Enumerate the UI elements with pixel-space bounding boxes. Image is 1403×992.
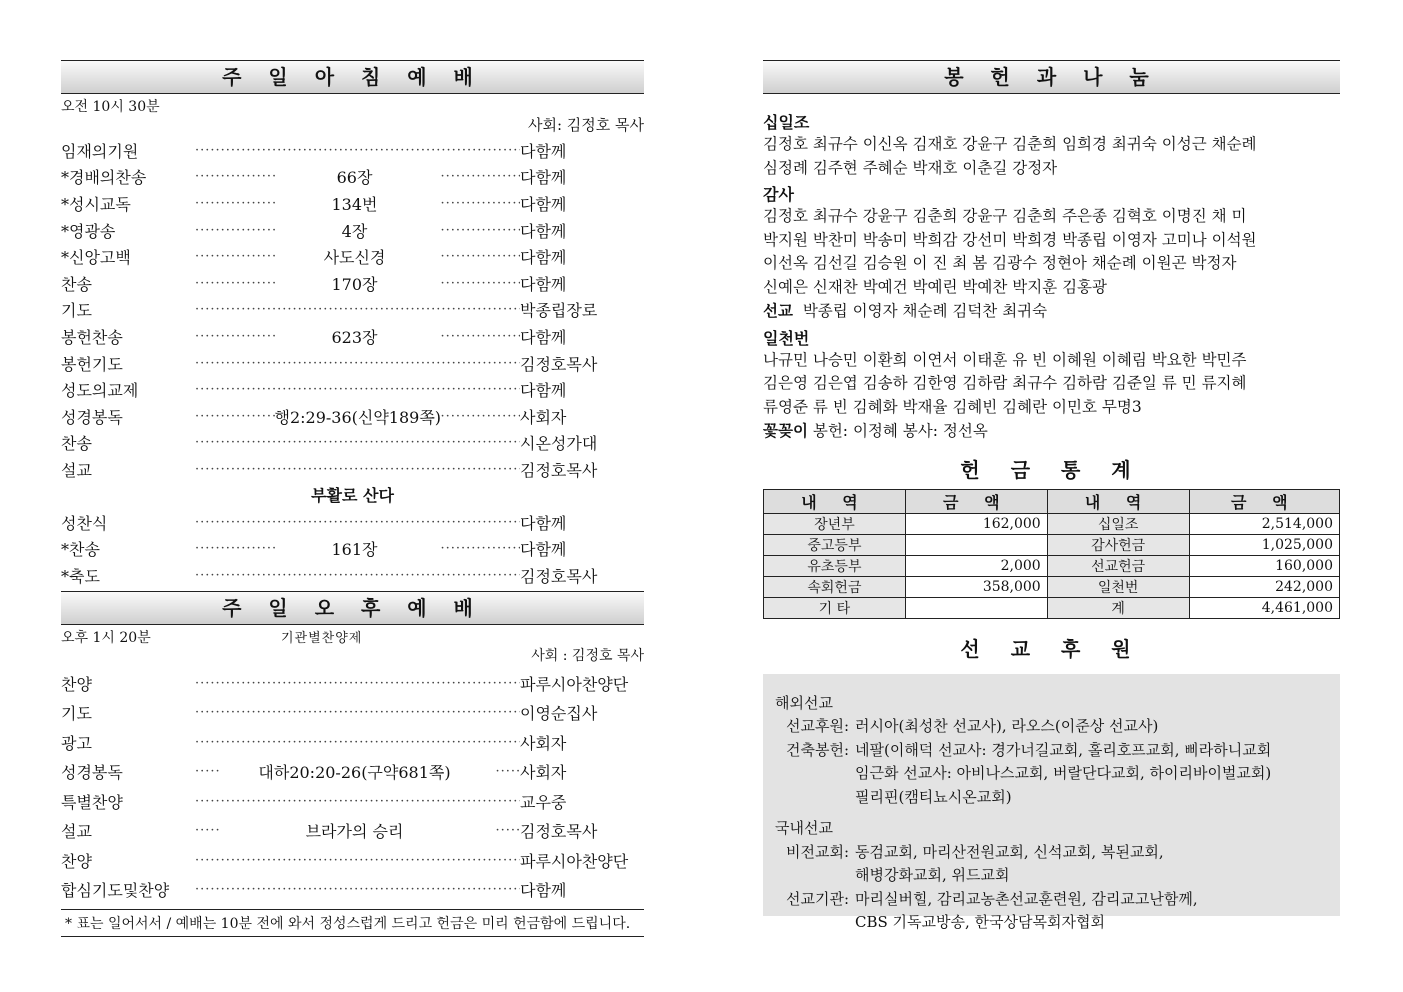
leader-dots: [189, 882, 520, 897]
order-person: 시온성가대: [520, 434, 598, 454]
stats-category: 십일조: [1047, 513, 1189, 534]
order-person: 다함께: [520, 381, 567, 401]
overseas-heading: 해외선교: [775, 693, 833, 712]
leader-dots: [435, 169, 521, 184]
afternoon-leader: 사회 : 김정호 목사: [531, 647, 644, 664]
order-person: 다함께: [520, 513, 567, 533]
order-row: [61, 137, 644, 164]
order-row: [61, 535, 644, 562]
order-label: *영광송: [61, 221, 116, 241]
order-label: 임재의기원: [61, 141, 139, 161]
order-person: 다함께: [520, 141, 567, 161]
support-line: 마리실버힐, 감리교농촌선교훈련원, 감리교고난함께,: [855, 889, 1198, 908]
order-row: [61, 562, 644, 589]
d2-key: 선교기관:: [785, 889, 849, 908]
mission-names: 박종립 이영자 채순례 김덕찬 최귀숙: [802, 302, 1048, 320]
offering-names-line: 신예은 신재찬 박예건 박예린 박예찬 박지훈 김홍광: [763, 277, 1107, 296]
order-detail: 행2:29-36(신약189쪽): [274, 407, 442, 427]
order-label: 합심기도및찬양: [61, 881, 170, 901]
flower-text: 봉헌: 이정혜 봉사: 정선옥: [812, 422, 988, 440]
order-label: *성시교독: [61, 194, 131, 214]
order-label: 성경봉독: [61, 407, 123, 427]
order-person: 다함께: [520, 194, 567, 214]
leader-dots: [189, 435, 520, 450]
order-label: *찬송: [61, 540, 100, 560]
offering-names-line: 심정례 김주현 주혜순 박재호 이춘길 강정자: [763, 158, 1058, 177]
order-person: 김정호목사: [520, 354, 598, 374]
leader-dots: [435, 223, 521, 238]
stats-category: 장년부: [764, 513, 906, 534]
o1-val: 러시아(최성찬 선교사), 라오스(이준상 선교사): [855, 717, 1159, 735]
order-label: *신앙고백: [61, 248, 131, 268]
stats-category: 선교헌금: [1047, 555, 1189, 576]
order-detail: 170장: [331, 274, 378, 294]
ilcheon-label: 일천번: [763, 328, 810, 348]
leader-dots: [189, 568, 520, 583]
domestic-heading: 국내선교: [775, 819, 833, 837]
leader-dots: [189, 823, 220, 838]
order-person: 김정호목사: [520, 822, 598, 842]
stats-header: 금 액: [1189, 489, 1339, 513]
stats-amount: 358,000: [905, 576, 1047, 597]
o2-lines: [855, 739, 1271, 810]
order-person: 사회자: [520, 763, 567, 783]
stats-amount: 160,000: [1189, 555, 1339, 576]
order-person: 다함께: [520, 881, 567, 901]
mission-offering-line: [763, 299, 1340, 324]
stats-header: 내 역: [764, 489, 906, 513]
leader-dots: [490, 823, 521, 838]
leader-dots: [435, 276, 521, 291]
leader-dots: [189, 541, 275, 556]
afternoon-service-title: 주 일 오 후 예 배: [61, 591, 644, 625]
order-row: [61, 509, 644, 536]
stats-category: 감사헌금: [1047, 534, 1189, 555]
leader-dots: [189, 705, 520, 720]
support-line: 필리핀(캠티뇨시온교회): [855, 787, 1012, 806]
stats-amount: [905, 534, 1047, 555]
ilcheon-line: 나규민 나승민 이환희 이연서 이태훈 유 빈 이혜원 이혜림 박요한 박민주: [763, 350, 1247, 369]
mission-support-box: [763, 674, 1340, 931]
morning-order-list-2: [61, 509, 644, 589]
order-row: [61, 270, 644, 297]
order-row: [61, 403, 644, 430]
leader-dots: [189, 196, 275, 211]
order-row: [61, 243, 644, 270]
order-person: 김정호목사: [520, 460, 598, 480]
order-row: [61, 350, 644, 377]
leader-dots: [189, 223, 275, 238]
offering-names-line: 박지원 박찬미 박송미 박희감 강선미 박희경 박종립 이영자 고미나 이석원: [763, 230, 1257, 249]
footnote: * 표는 일어서서 / 예배는 10분 전에 와서 정성스럽게 드리고 헌금은 미리 헌금함에 드립니다.: [61, 909, 644, 937]
order-row: [61, 217, 644, 244]
order-detail: 623장: [331, 327, 378, 347]
ilcheon-line: 류영준 류 빈 김혜화 박재율 김혜빈 김혜란 이민호 무명3: [763, 397, 1142, 416]
support-line: CBS 기독교방송, 한국상담목회자협회: [855, 913, 1105, 931]
order-row: [61, 430, 644, 457]
leader-dots: [189, 356, 520, 371]
order-label: 설교: [61, 822, 92, 842]
leader-dots: [189, 515, 520, 530]
order-person: 파루시아찬양단: [520, 674, 629, 694]
order-row: [61, 456, 644, 483]
order-person: 파루시아찬양단: [520, 851, 629, 871]
ilcheon-line: 김은영 김은엽 김송하 김한영 김하람 최규수 김하람 김준일 류 민 류지혜: [763, 374, 1247, 392]
leader-dots: [435, 249, 521, 264]
morning-service-title: 주 일 아 침 예 배: [61, 60, 644, 94]
leader-dots: [435, 329, 521, 344]
stats-row: [764, 576, 1340, 597]
offering-names-line: 김정호 최규수 이신옥 김재호 강윤구 김춘희 임희경 최귀숙 이성근 채순례: [763, 135, 1257, 153]
leader-dots: [189, 302, 520, 317]
stats-amount: 4,461,000: [1189, 597, 1339, 618]
stats-category: 중고등부: [764, 534, 906, 555]
offering-groups: [763, 110, 1340, 299]
offering-column: [763, 60, 1340, 931]
order-row: [61, 323, 644, 350]
order-person: 다함께: [520, 274, 567, 294]
leader-dots: [189, 764, 220, 779]
stats-row: [764, 534, 1340, 555]
d1-lines: [855, 841, 1164, 888]
leader-dots: [189, 329, 275, 344]
afternoon-order-list: [61, 669, 644, 905]
order-label: 성도의교제: [61, 381, 139, 401]
order-label: 찬양: [61, 674, 92, 694]
afternoon-time: 오후 1시 20분: [61, 629, 151, 646]
order-label: *축도: [61, 566, 100, 586]
stats-amount: [905, 597, 1047, 618]
order-row: [61, 164, 644, 191]
order-label: 광고: [61, 733, 92, 753]
order-label: 성경봉독: [61, 763, 123, 783]
order-person: 다함께: [520, 168, 567, 188]
order-label: 기도: [61, 301, 92, 321]
order-label: 기도: [61, 704, 92, 724]
d2-lines: [855, 888, 1198, 935]
offering-title: 봉 헌 과 나 눔: [763, 60, 1340, 94]
order-person: 교우중: [520, 792, 567, 812]
sermon-title: 부활로 산다: [311, 485, 394, 505]
o2-key: 건축봉헌:: [785, 740, 849, 759]
leader-dots: [189, 382, 520, 397]
leader-dots: [189, 276, 275, 291]
stats-row: [764, 597, 1340, 618]
order-label: 찬양: [61, 851, 92, 871]
leader-dots: [189, 169, 275, 184]
order-row: [61, 297, 644, 324]
order-detail: 4장: [341, 221, 368, 241]
mission-label: 선교: [763, 301, 793, 320]
order-row: [61, 787, 644, 817]
leader-dots: [189, 853, 520, 868]
order-row: [61, 190, 644, 217]
leader-dots: [189, 735, 520, 750]
stats-category: 기 타: [764, 597, 906, 618]
order-person: 사회자: [520, 407, 567, 427]
support-title: 선 교 후 원: [960, 636, 1143, 661]
order-detail: 사도신경: [323, 248, 386, 268]
order-label: 성찬식: [61, 513, 108, 533]
order-label: *경배의찬송: [61, 168, 147, 188]
order-row: [61, 728, 644, 758]
order-label: 찬송: [61, 434, 92, 454]
offering-group-name: 십일조: [763, 113, 810, 132]
order-row: [61, 698, 644, 728]
order-row: [61, 376, 644, 403]
order-person: 다함께: [520, 221, 567, 241]
stats-row: [764, 513, 1340, 534]
support-line: 동검교회, 마리산전원교회, 신석교회, 복된교회,: [855, 842, 1164, 861]
order-label: 찬송: [61, 274, 92, 294]
stats-category: 속회헌금: [764, 576, 906, 597]
leader-dots: [189, 794, 520, 809]
support-line: 네팔(이해덕 선교사: 경가너길교회, 홀리호프교회, 삐라하니교회: [855, 740, 1272, 759]
offering-names-line: 이선옥 김선길 김승원 이 진 최 봄 김광수 정현아 채순례 이원곤 박정자: [763, 254, 1237, 272]
order-person: 이영순집사: [520, 704, 598, 724]
stats-header: 내 역: [1047, 489, 1189, 513]
order-person: 다함께: [520, 248, 567, 268]
order-detail: 161장: [331, 540, 378, 560]
stats-category: 계: [1047, 597, 1189, 618]
morning-leader: 사회: 김정호 목사: [527, 116, 644, 134]
order-detail: 134번: [331, 194, 378, 214]
stats-amount: 2,000: [905, 555, 1047, 576]
leader-dots: [189, 249, 275, 264]
stats-row: [764, 555, 1340, 576]
order-person: 김정호목사: [520, 566, 598, 586]
order-row: [61, 669, 644, 699]
stats-category: 일천번: [1047, 576, 1189, 597]
o1-key: 선교후원:: [785, 717, 849, 735]
order-person: 사회자: [520, 733, 567, 753]
order-detail: 대하20:20-26(구약681쪽): [258, 763, 451, 783]
order-person: 박종립장로: [520, 301, 598, 321]
leader-dots: [189, 462, 520, 477]
stats-amount: 162,000: [905, 513, 1047, 534]
order-person: 다함께: [520, 540, 567, 560]
leader-dots: [189, 676, 520, 691]
order-row: [61, 816, 644, 846]
leader-dots: [435, 196, 521, 211]
stats-amount: 2,514,000: [1189, 513, 1339, 534]
stats-amount: 242,000: [1189, 576, 1339, 597]
order-detail: 브라가의 승리: [305, 822, 404, 842]
leader-dots: [435, 409, 521, 424]
stats-category: 유초등부: [764, 555, 906, 576]
offering-group-name: 감사: [763, 185, 794, 204]
leader-dots: [189, 143, 520, 158]
support-line: 해병강화교회, 위드교회: [855, 866, 1010, 884]
leader-dots: [189, 409, 275, 424]
leader-dots: [490, 764, 521, 779]
stats-header: 금 액: [905, 489, 1047, 513]
order-detail: 66장: [336, 168, 373, 188]
ilcheon-names: [763, 349, 1340, 420]
order-label: 봉헌기도: [61, 354, 123, 374]
morning-time: 오전 10시 30분: [61, 99, 160, 115]
stats-amount: 1,025,000: [1189, 534, 1339, 555]
afternoon-subtitle: 기관별찬양제: [281, 630, 363, 646]
leader-dots: [435, 541, 521, 556]
support-line: 임근화 선교사: 아비나스교회, 버랄단다교회, 하이리바이벌교회): [855, 764, 1272, 782]
order-label: 설교: [61, 460, 92, 480]
order-row: [61, 757, 644, 787]
order-label: 봉헌찬송: [61, 327, 123, 347]
worship-order-column: [61, 60, 644, 937]
offering-names-line: 김정호 최규수 강윤구 김춘희 강윤구 김춘희 주은종 김혁호 이명진 채 미: [763, 207, 1247, 225]
order-row: [61, 875, 644, 905]
order-person: 다함께: [520, 327, 567, 347]
d1-key: 비전교회:: [785, 842, 849, 861]
order-row: [61, 846, 644, 876]
stats-title: 헌 금 통 계: [960, 457, 1143, 482]
morning-order-list: [61, 137, 644, 483]
flower-label: 꽃꽂이: [763, 421, 808, 440]
flower-line: [763, 419, 1340, 444]
offering-stats-table: [763, 489, 1340, 619]
order-label: 특별찬양: [61, 792, 123, 812]
